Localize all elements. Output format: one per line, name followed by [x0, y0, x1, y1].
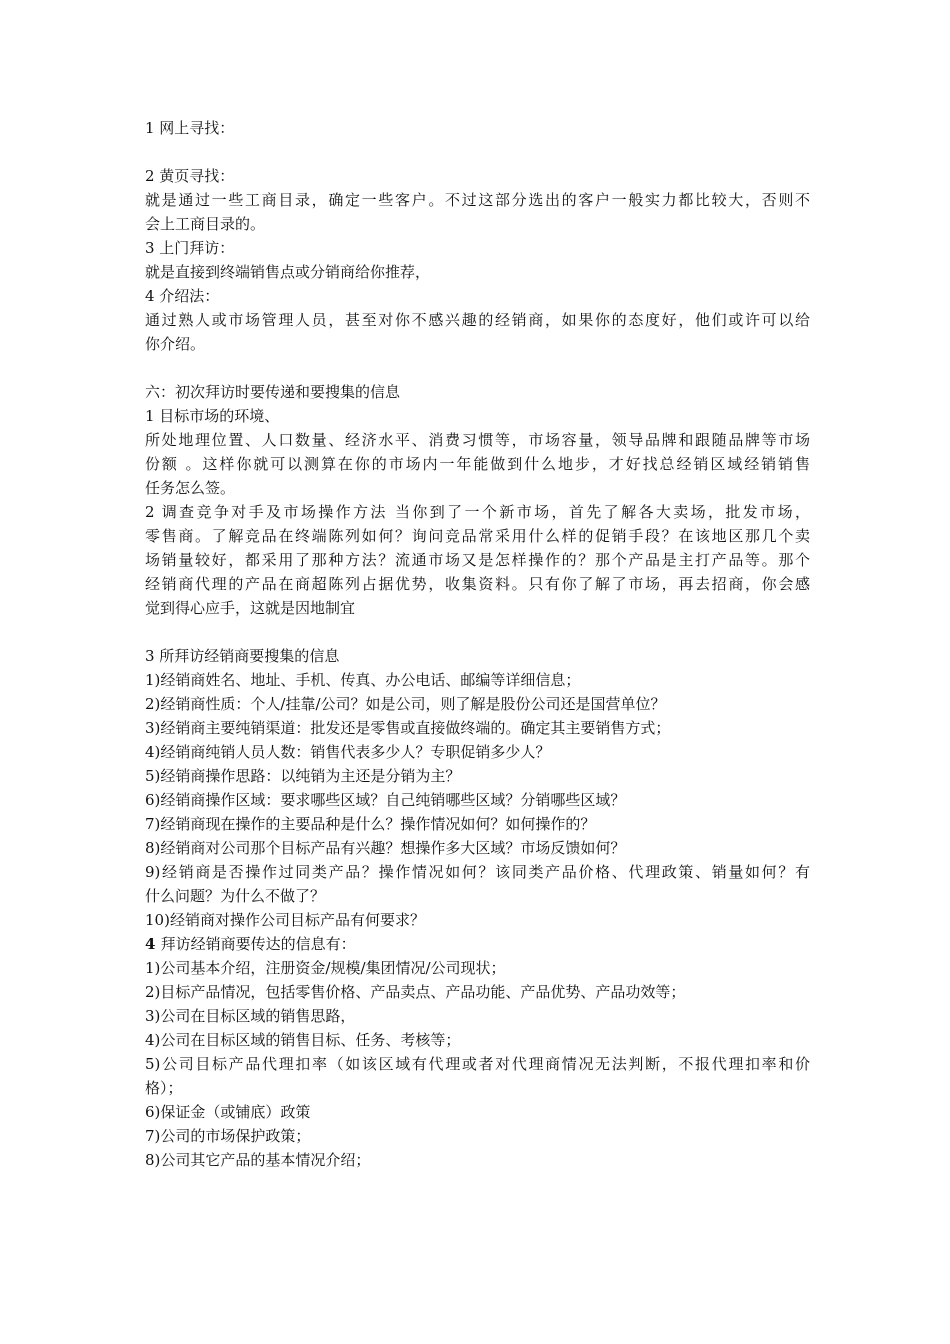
- text-line: 2 黄页寻找：: [145, 167, 235, 185]
- text-line: 1 目标市场的环境、: [145, 407, 280, 425]
- text-line: 8)经销商对公司那个目标产品有兴趣？想操作多大区域？市场反馈如何？: [145, 839, 626, 857]
- text-line: 格）；: [145, 1079, 183, 1097]
- text-line: 5)公司目标产品代理扣率（如该区域有代理或者对代理商情况无法判断，不报代理扣率和价: [145, 1055, 810, 1073]
- text-line: 3)公司在目标区域的销售思路，: [145, 1007, 356, 1025]
- text-line: 场销量较好，都采用了那种方法？流通市场又是怎样操作的？那个产品是主打产品等。那个: [145, 551, 810, 569]
- text-line: 7)公司的市场保护政策；: [145, 1127, 311, 1145]
- text-line: 会上工商目录的。: [145, 215, 266, 233]
- text-line: 6)保证金（或铺底）政策: [145, 1103, 311, 1121]
- blank-line: [145, 620, 810, 644]
- text-line: 就是通过一些工商目录，确定一些客户。不过这部分选出的客户一般实力都比较大，否则不: [145, 191, 810, 209]
- text-line: 1)经销商姓名、地址、手机、传真、办公电话、邮编等详细信息；: [145, 671, 581, 689]
- text-line: 4)公司在目标区域的销售目标、任务、考核等；: [145, 1031, 461, 1049]
- text-line: 经销商代理的产品在商超陈列占据优势，收集资料。只有你了解了市场，再去招商，你会感: [145, 575, 810, 593]
- text-line: 3 上门拜访：: [145, 239, 235, 257]
- text-line: 3 所拜访经销商要搜集的信息: [145, 647, 340, 665]
- text-line: 任务怎么签。: [145, 479, 236, 497]
- text-line: 10)经销商对操作公司目标产品有何要求？: [145, 911, 425, 929]
- text-line: 2)目标产品情况，包括零售价格、产品卖点、产品功能、产品优势、产品功效等；: [145, 983, 686, 1001]
- text-line: 1 网上寻找：: [145, 119, 235, 137]
- text-line: 零售商。了解竞品在终端陈列如何？询问竞品常采用什么样的促销手段？在该地区那几个卖: [145, 527, 810, 545]
- text-line: 什么问题？为什么不做了？: [145, 887, 326, 905]
- text-line: 8)公司其它产品的基本情况介绍；: [145, 1151, 371, 1169]
- text-line: 6)经销商操作区域：要求哪些区域？自己纯销哪些区域？分销哪些区域？: [145, 791, 626, 809]
- text-line: 通过熟人或市场管理人员，甚至对你不感兴趣的经销商，如果你的态度好，他们或许可以给: [145, 311, 810, 329]
- text-line: 3)经销商主要纯销渠道：批发还是零售或直接做终端的。确定其主要销售方式；: [145, 719, 671, 737]
- section-number: 4: [145, 935, 161, 953]
- text-line: 觉到得心应手，这就是因地制宜: [145, 599, 356, 617]
- text-line: 5)经销商操作思路：以纯销为主还是分销为主？: [145, 767, 461, 785]
- text-line: 1)公司基本介绍，注册资金/规模/集团情况/公司现状；: [145, 959, 506, 977]
- line-text: 拜访经销商要传达的信息有：: [160, 935, 356, 953]
- document-body: [145, 116, 810, 1172]
- text-line: 就是直接到终端销售点或分销商给你推荐，: [145, 263, 431, 281]
- blank-line: [145, 356, 810, 380]
- text-line: 7)经销商现在操作的主要品种是什么？操作情况如何？如何操作的？: [145, 815, 596, 833]
- text-line: 六：初次拜访时要传递和要搜集的信息: [145, 383, 401, 401]
- text-line: 2 调查竞争对手及市场操作方法 当你到了一个新市场，首先了解各大卖场，批发市场，: [145, 503, 810, 521]
- text-line: 你介绍。: [145, 335, 206, 353]
- text-line: 2)经销商性质：个人/挂靠/公司？如是公司，则了解是股份公司还是国营单位？: [145, 695, 666, 713]
- text-line: 份额 。这样你就可以测算在你的市场内一年能做到什么地步，才好找总经销区域经销销售: [145, 455, 810, 473]
- text-line: 4 介绍法：: [145, 287, 220, 305]
- text-line: [145, 932, 810, 956]
- text-line: 4)经销商纯销人员人数：销售代表多少人？专职促销多少人？: [145, 743, 551, 761]
- text-line: 所处地理位置、人口数量、经济水平、消费习惯等，市场容量，领导品牌和跟随品牌等市场: [145, 431, 810, 449]
- text-line: 9)经销商是否操作过同类产品？操作情况如何？该同类产品价格、代理政策、销量如何？有: [145, 863, 810, 881]
- blank-line: [145, 140, 810, 164]
